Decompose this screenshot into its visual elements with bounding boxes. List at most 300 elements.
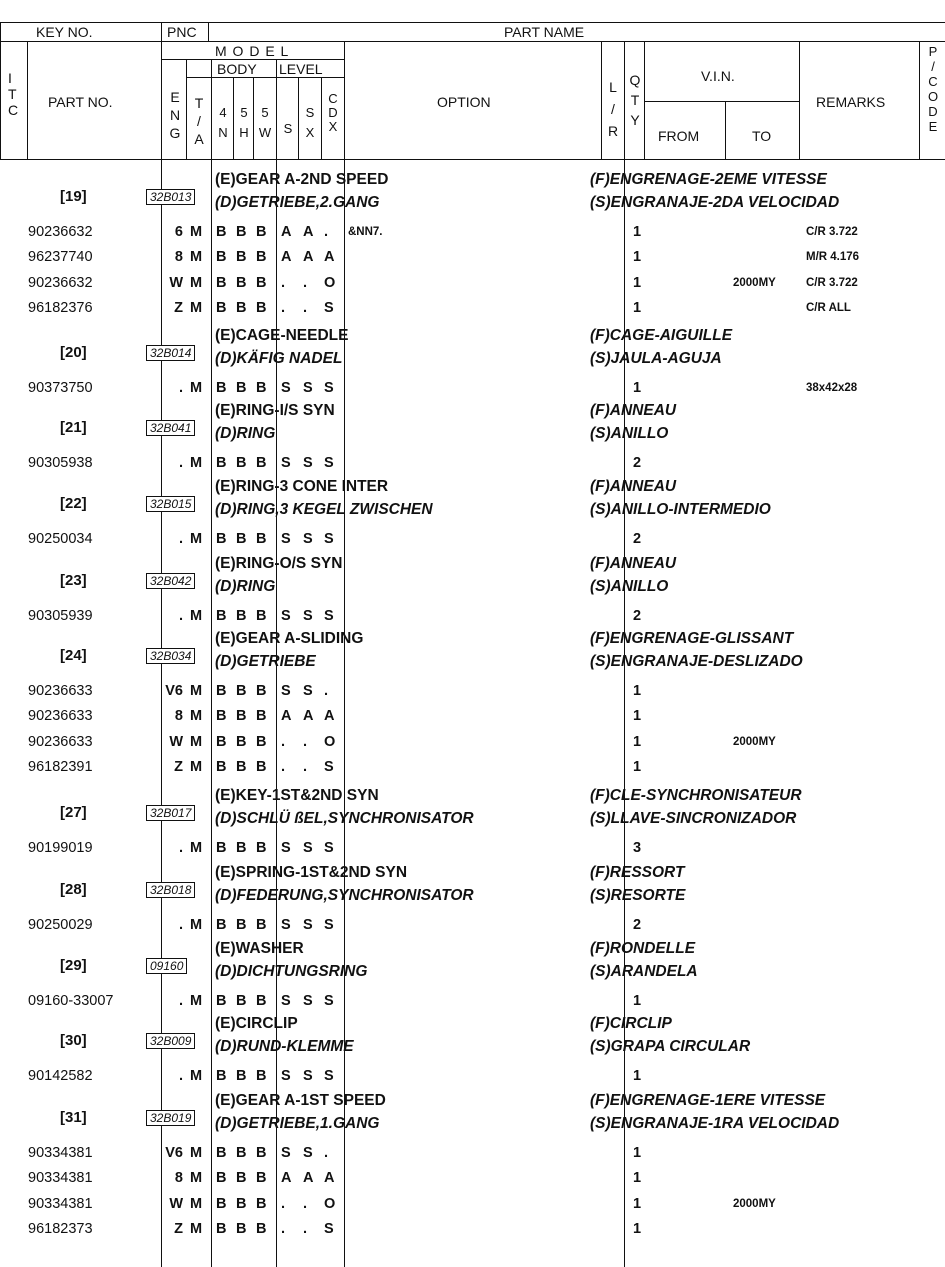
model-rule	[161, 59, 344, 60]
level-cdx-code: O	[324, 1195, 336, 1212]
german-part-name: (D)GETRIEBE,1.GANG	[215, 1114, 380, 1132]
quantity: 1	[633, 993, 642, 1009]
quantity: 2	[633, 531, 642, 547]
level-cdx-code: A	[324, 1170, 335, 1187]
quantity: 1	[633, 1145, 642, 1161]
lr-letter: L	[609, 79, 617, 95]
qty-header	[628, 70, 642, 130]
itc-divider	[27, 41, 28, 159]
eng-code: .	[178, 993, 183, 1009]
body-level-divider	[276, 59, 277, 159]
body-keyno-line	[161, 159, 162, 1267]
vin-remarks-divider	[799, 41, 800, 159]
itc-letter: T	[8, 86, 17, 102]
level-col-cdx: C D X	[328, 91, 338, 134]
french-part-name: (F)RESSORT	[590, 864, 685, 881]
level-cdx-code: O	[324, 733, 336, 750]
english-part-name: (E)CIRCLIP	[215, 1015, 298, 1032]
ta-letter: /	[197, 113, 201, 129]
part-number: 90236633	[28, 708, 93, 725]
option-lr-divider	[601, 41, 602, 159]
header-top-rule	[0, 22, 945, 23]
quantity: 1	[633, 683, 642, 699]
english-part-name: (E)RING-3 CONE INTER	[215, 478, 389, 495]
french-part-name: (F)RONDELLE	[590, 940, 696, 957]
itc-letter: I	[8, 70, 12, 86]
ta-code: M	[190, 1145, 203, 1161]
vin-to: 2000MY	[733, 735, 776, 748]
ta-code: M	[190, 733, 203, 750]
level-cdx-code: S	[324, 758, 334, 775]
eng-divider	[186, 59, 187, 159]
key-number: [23]	[60, 572, 87, 589]
ta-code: M	[190, 299, 203, 316]
eng-code: .	[178, 380, 183, 396]
body-4n-code: B	[216, 683, 227, 699]
body-5w-code: B	[256, 917, 267, 933]
spanish-part-name: (S)ANILLO	[590, 577, 669, 595]
english-part-name: (E)GEAR A-1ST SPEED	[215, 1092, 386, 1109]
level-col-div-2	[321, 77, 322, 159]
level-sx-code: S	[303, 840, 313, 856]
eng-code: .	[178, 840, 183, 856]
body-5h-code: B	[236, 455, 247, 471]
lr-header	[606, 76, 620, 142]
quantity: 1	[633, 1195, 642, 1212]
ta-code: M	[190, 1068, 203, 1084]
lr-qty-divider	[624, 41, 625, 159]
part-number: 96237740	[28, 249, 93, 266]
key-number: [22]	[60, 495, 87, 512]
pcode-header	[926, 44, 940, 134]
eng-code: 8	[174, 249, 183, 266]
eng-code: .	[178, 531, 183, 547]
vin-to: 2000MY	[733, 276, 776, 289]
pnc-code: 32B013	[146, 189, 195, 205]
part-number: 96182376	[28, 299, 93, 316]
body-4n-code: B	[216, 274, 227, 291]
level-cdx-code: S	[324, 608, 334, 624]
quantity: 2	[633, 608, 642, 624]
key-number: [31]	[60, 1109, 87, 1126]
body-5h-code: B	[236, 733, 247, 750]
level-sx-code: .	[303, 1220, 308, 1237]
part-number: 90250029	[28, 917, 93, 933]
body-5w-code: B	[256, 993, 267, 1009]
part-number: 90236633	[28, 733, 93, 750]
body-col-5w: 5 W	[258, 105, 272, 140]
level-cdx-code: S	[324, 917, 334, 933]
part-number: 90236632	[28, 274, 93, 291]
pnc-code: 32B034	[146, 648, 195, 664]
body-4n-code: B	[216, 733, 227, 750]
pcode-letter: C	[928, 74, 938, 89]
ta-header	[192, 94, 206, 148]
quantity: 1	[633, 1170, 642, 1187]
body-5h-code: B	[236, 249, 247, 266]
eng-code: 8	[174, 1170, 183, 1187]
body-5w-code: B	[256, 758, 267, 775]
body-5w-code: B	[256, 708, 267, 725]
part-number: 90250034	[28, 531, 93, 547]
french-part-name: (F)ANNEAU	[590, 555, 677, 572]
header-row1-rule	[0, 41, 945, 42]
pnc-code: 32B019	[146, 1110, 195, 1126]
body-5h-code: B	[236, 758, 247, 775]
ta-letter: A	[194, 131, 204, 147]
level-s-code: A	[281, 249, 292, 266]
level-col-s: S	[283, 121, 293, 136]
english-part-name: (E)RING-I/S SYN	[215, 402, 335, 419]
level-s-code: S	[281, 683, 291, 699]
part-number: 90334381	[28, 1195, 93, 1212]
eng-code: 6	[174, 224, 183, 240]
pnc-code: 32B018	[146, 882, 195, 898]
level-cdx-code: S	[324, 1220, 334, 1237]
level-s-code: .	[281, 733, 286, 750]
quantity: 1	[633, 299, 642, 316]
level-s-code: S	[281, 917, 291, 933]
level-s-code: S	[281, 840, 291, 856]
level-s-code: .	[281, 1195, 286, 1212]
body-4n-code: B	[216, 1068, 227, 1084]
itc-header	[8, 70, 18, 118]
option-header: OPTION	[437, 94, 491, 110]
level-s-code: S	[281, 993, 291, 1009]
spanish-part-name: (S)RESORTE	[590, 886, 686, 904]
eng-code: Z	[174, 1220, 183, 1237]
qty-letter: Q	[629, 72, 641, 88]
part-number: 90334381	[28, 1170, 93, 1187]
part-number: 90199019	[28, 840, 93, 856]
level-s-code: A	[281, 708, 292, 725]
ta-code: M	[190, 380, 203, 396]
vin-to-header: TO	[752, 128, 772, 144]
french-part-name: (F)ENGRENAGE-1ERE VITESSE	[590, 1092, 826, 1109]
level-sx-code: A	[303, 249, 314, 266]
level-s-code: .	[281, 758, 286, 775]
body-4n-code: B	[216, 1170, 227, 1187]
eng-code: V6	[165, 1145, 183, 1161]
french-part-name: (F)CIRCLIP	[590, 1015, 672, 1032]
german-part-name: (D)RING,3 KEGEL ZWISCHEN	[215, 500, 433, 518]
level-s-code: .	[281, 299, 286, 316]
key-number: [29]	[60, 957, 87, 974]
eng-letter: G	[169, 125, 181, 141]
part-number: 09160-33007	[28, 993, 114, 1009]
level-cdx-code: .	[324, 683, 329, 699]
eng-code: W	[169, 274, 183, 291]
body-5h-code: B	[236, 683, 247, 699]
ta-code: M	[190, 608, 203, 624]
body-4n-code: B	[216, 708, 227, 725]
body-4n-code: B	[216, 840, 227, 856]
part-name-header: PART NAME	[504, 24, 585, 40]
level-s-code: S	[281, 455, 291, 471]
body-col-4n: 4 N	[218, 105, 228, 140]
part-number: 96182373	[28, 1220, 93, 1237]
quantity: 1	[633, 224, 642, 240]
body-5w-code: B	[256, 733, 267, 750]
spanish-part-name: (S)ANILLO	[590, 424, 669, 442]
eng-letter: N	[169, 107, 181, 123]
key-number: [21]	[60, 419, 87, 436]
remarks-text: 38x42x28	[806, 382, 858, 394]
body-4n-code: B	[216, 608, 227, 624]
model-option-divider	[344, 41, 345, 159]
body-4n-code: B	[216, 455, 227, 471]
spanish-part-name: (S)ENGRANAJE-DESLIZADO	[590, 652, 803, 670]
qty-letter: Y	[630, 112, 640, 128]
level-sx-code: A	[303, 224, 314, 240]
quantity: 2	[633, 917, 642, 933]
pnc-divider	[208, 22, 209, 41]
vin-rule	[644, 101, 799, 102]
body-5h-code: B	[236, 274, 247, 291]
level-s-code: S	[281, 1145, 291, 1161]
ta-code: M	[190, 708, 203, 725]
level-s-code: S	[281, 1068, 291, 1084]
body-5w-code: B	[256, 455, 267, 471]
level-col-sx: S X	[305, 105, 315, 140]
level-s-code: .	[281, 1220, 286, 1237]
remarks-text: C/R 3.722	[806, 226, 858, 238]
body-4n-code: B	[216, 1195, 227, 1212]
quantity: 1	[633, 708, 642, 725]
body-5h-code: B	[236, 708, 247, 725]
french-part-name: (F)ENGRENAGE-GLISSANT	[590, 630, 794, 647]
pcode-letter: /	[931, 59, 935, 74]
level-s-code: A	[281, 224, 292, 240]
remarks-header: REMARKS	[816, 94, 886, 110]
body-4n-code: B	[216, 380, 227, 396]
spanish-part-name: (S)ENGRANAJE-1RA VELOCIDAD	[590, 1114, 840, 1132]
remarks-pcode-divider	[919, 41, 920, 159]
body-5h-code: B	[236, 531, 247, 547]
qty-vin-divider	[644, 41, 645, 159]
ta-code: M	[190, 1220, 203, 1237]
french-part-name: (F)ANNEAU	[590, 402, 677, 419]
body-4n-code: B	[216, 224, 227, 240]
eng-code: Z	[174, 299, 183, 316]
body-4n-code: B	[216, 993, 227, 1009]
german-part-name: (D)SCHLÜ ßEL,SYNCHRONISATOR	[215, 809, 474, 827]
body-5h-code: B	[236, 1220, 247, 1237]
german-part-name: (D)RING	[215, 424, 276, 442]
english-part-name: (E)SPRING-1ST&2ND SYN	[215, 864, 408, 881]
model-header: M O D E L	[215, 43, 290, 59]
pnc-code: 32B009	[146, 1033, 195, 1049]
ta-divider	[211, 59, 212, 159]
body-5w-code: B	[256, 1170, 267, 1187]
level-cdx-code: S	[324, 840, 334, 856]
level-cdx-code: A	[324, 249, 335, 266]
quantity: 1	[633, 249, 642, 266]
ta-letter: T	[194, 95, 204, 111]
body-5h-code: B	[236, 917, 247, 933]
remarks-text: C/R 3.722	[806, 276, 858, 289]
body-5w-code: B	[256, 1068, 267, 1084]
level-s-code: S	[281, 380, 291, 396]
level-cdx-code: S	[324, 1068, 334, 1084]
key-number: [30]	[60, 1032, 87, 1049]
key-number: [19]	[60, 188, 87, 205]
level-sx-code: S	[303, 608, 313, 624]
part-number: 90142582	[28, 1068, 93, 1084]
body-4n-code: B	[216, 758, 227, 775]
level-cdx-code: S	[324, 455, 334, 471]
level-cdx-code: O	[324, 274, 336, 291]
ta-code: M	[190, 683, 203, 699]
eng-code: V6	[165, 683, 183, 699]
ta-code: M	[190, 1170, 203, 1187]
part-number: 90373750	[28, 380, 93, 396]
option-code: &NN7.	[348, 226, 383, 238]
body-4n-code: B	[216, 299, 227, 316]
level-sx-code: S	[303, 1145, 313, 1161]
french-part-name: (F)ENGRENAGE-2EME VITESSE	[590, 171, 827, 188]
body-5h-code: B	[236, 993, 247, 1009]
german-part-name: (D)RUND-KLEMME	[215, 1037, 354, 1055]
quantity: 1	[633, 1068, 642, 1084]
ta-code: M	[190, 758, 203, 775]
remarks-text: M/R 4.176	[806, 251, 860, 264]
english-part-name: (E)WASHER	[215, 940, 304, 957]
key-no-header: KEY NO.	[36, 24, 93, 40]
lr-letter: /	[611, 101, 615, 117]
spanish-part-name: (S)ENGRANAJE-2DA VELOCIDAD	[590, 193, 840, 211]
body-5h-code: B	[236, 224, 247, 240]
level-sx-code: S	[303, 993, 313, 1009]
level-sx-code: S	[303, 455, 313, 471]
header-bottom-rule	[0, 159, 945, 160]
level-sx-code: .	[303, 274, 308, 291]
pnc-code: 32B041	[146, 420, 195, 436]
body-5h-code: B	[236, 608, 247, 624]
remarks-text: C/R ALL	[806, 301, 851, 314]
eng-code: .	[178, 917, 183, 933]
vin-from-header: FROM	[658, 128, 700, 144]
body-5w-code: B	[256, 224, 267, 240]
body-5w-code: B	[256, 1145, 267, 1161]
english-part-name: (E)RING-O/S SYN	[215, 555, 343, 572]
body-5h-code: B	[236, 299, 247, 316]
part-number: 90305939	[28, 608, 93, 624]
body-5w-code: B	[256, 249, 267, 266]
part-number: 90334381	[28, 1145, 93, 1161]
quantity: 1	[633, 274, 642, 291]
level-cdx-code: S	[324, 993, 334, 1009]
quantity: 1	[633, 1220, 642, 1237]
body-5w-code: B	[256, 274, 267, 291]
level-sx-code: .	[303, 758, 308, 775]
german-part-name: (D)FEDERUNG,SYNCHRONISATOR	[215, 886, 474, 904]
level-sx-code: S	[303, 683, 313, 699]
ta-code: M	[190, 1195, 203, 1212]
level-sx-code: A	[303, 1170, 314, 1187]
german-part-name: (D)GETRIEBE	[215, 652, 316, 670]
german-part-name: (D)GETRIEBE,2.GANG	[215, 193, 380, 211]
body-col-5h: 5 H	[239, 105, 249, 140]
spanish-part-name: (S)JAULA-AGUJA	[590, 349, 722, 367]
body-col-div-1	[233, 77, 234, 159]
pnc-code: 32B014	[146, 345, 195, 361]
body-5h-code: B	[236, 1195, 247, 1212]
ta-code: M	[190, 840, 203, 856]
level-cdx-code: S	[324, 531, 334, 547]
frame-left	[0, 22, 1, 159]
body-4n-code: B	[216, 1145, 227, 1161]
body-5w-code: B	[256, 299, 267, 316]
ta-code: M	[190, 224, 203, 240]
pcode-letter: P	[928, 44, 938, 59]
english-part-name: (E)GEAR A-2ND SPEED	[215, 171, 389, 188]
ta-code: M	[190, 531, 203, 547]
english-part-name: (E)CAGE-NEEDLE	[215, 327, 349, 344]
part-number: 90236633	[28, 683, 93, 699]
spanish-part-name: (S)LLAVE-SINCRONIZADOR	[590, 809, 797, 827]
german-part-name: (D)KÄFIG NADEL	[215, 349, 343, 367]
vin-to: 2000MY	[733, 1197, 776, 1210]
body-5h-code: B	[236, 1145, 247, 1161]
level-col-div-1	[298, 77, 299, 159]
pnc-code: 32B015	[146, 496, 195, 512]
level-sx-code: A	[303, 708, 314, 725]
pcode-letter: D	[928, 104, 938, 119]
pcode-letter: E	[928, 119, 938, 134]
itc-letter: C	[8, 102, 19, 118]
body-5h-code: B	[236, 380, 247, 396]
pnc-code: 32B017	[146, 805, 195, 821]
body-5h-code: B	[236, 1068, 247, 1084]
body-4n-code: B	[216, 1220, 227, 1237]
french-part-name: (F)ANNEAU	[590, 478, 677, 495]
level-cdx-code: A	[324, 708, 335, 725]
ta-code: M	[190, 249, 203, 266]
pnc-header: PNC	[167, 24, 197, 40]
eng-letter: E	[170, 89, 180, 105]
level-sx-code: .	[303, 733, 308, 750]
body-5h-code: B	[236, 840, 247, 856]
english-part-name: (E)KEY-1ST&2ND SYN	[215, 787, 379, 804]
key-number: [24]	[60, 647, 87, 664]
body-5w-code: B	[256, 380, 267, 396]
quantity: 1	[633, 380, 642, 396]
body-5w-code: B	[256, 1195, 267, 1212]
level-s-code: .	[281, 274, 286, 291]
lr-letter: R	[607, 123, 619, 139]
level-sx-code: .	[303, 1195, 308, 1212]
quantity: 1	[633, 733, 642, 750]
body-4n-code: B	[216, 531, 227, 547]
level-sx-code: S	[303, 380, 313, 396]
level-header: LEVEL	[279, 61, 323, 77]
ta-code: M	[190, 455, 203, 471]
part-number: 90236632	[28, 224, 93, 240]
key-number: [20]	[60, 344, 87, 361]
eng-code: 8	[174, 708, 183, 725]
spanish-part-name: (S)ANILLO-INTERMEDIO	[590, 500, 771, 518]
part-no-header: PART NO.	[48, 94, 113, 110]
quantity: 1	[633, 758, 642, 775]
pnc-code: 32B042	[146, 573, 195, 589]
body-header: BODY	[217, 61, 257, 77]
spanish-part-name: (S)GRAPA CIRCULAR	[590, 1037, 751, 1055]
ta-code: M	[190, 993, 203, 1009]
level-cdx-code: S	[324, 380, 334, 396]
part-number: 90305938	[28, 455, 93, 471]
body-5w-code: B	[256, 608, 267, 624]
